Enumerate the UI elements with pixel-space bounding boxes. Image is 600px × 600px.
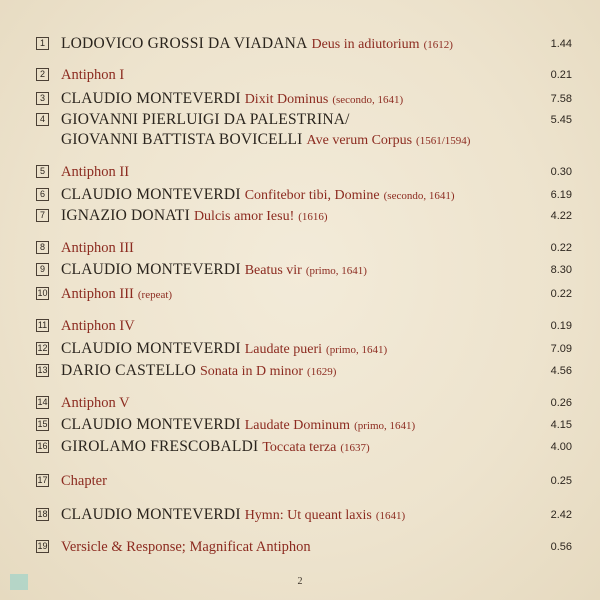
track-row-6	[36, 185, 572, 205]
composer-name: LODOVICO GROSSI DA VIADANA	[61, 35, 308, 52]
antiphon-title: Antiphon III	[61, 286, 134, 302]
track-number-box: 6	[36, 188, 49, 201]
composer-name-second: GIOVANNI BATTISTA BOVICELLI	[61, 131, 303, 148]
track-number-box: 16	[37, 441, 48, 451]
composer-name: CLAUDIO MONTEVERDI	[61, 506, 241, 523]
track-number-box: 18	[37, 509, 48, 519]
antiphon-title: Antiphon IV	[61, 318, 135, 334]
track-duration: 0.21	[550, 69, 572, 81]
track-number-box: 5	[36, 165, 49, 178]
track-row-2	[36, 65, 572, 85]
track-duration: 4.56	[550, 365, 572, 377]
track-row-17	[36, 471, 572, 491]
track-duration: 0.26	[550, 397, 572, 409]
work-title: Sonata in D minor	[199, 364, 304, 379]
work-title: Laudate Dominum	[244, 418, 351, 433]
work-title: Dulcis amor Iesu!	[193, 209, 295, 224]
track-number-box: 12	[37, 343, 48, 353]
track-row-12	[36, 339, 572, 359]
track-duration: 0.56	[550, 541, 572, 553]
composer-name: IGNAZIO DONATI	[61, 207, 190, 224]
composer-name: CLAUDIO MONTEVERDI	[61, 90, 241, 107]
track-duration: 4.15	[550, 419, 572, 431]
work-date: (1629)	[307, 366, 337, 378]
track-row-8	[36, 238, 572, 258]
work-title: Hymn: Ut queant laxis	[244, 508, 372, 523]
chapter-title: Chapter	[61, 473, 107, 489]
composer-name: CLAUDIO MONTEVERDI	[61, 416, 241, 433]
work-title: Toccata terza	[262, 440, 337, 455]
track-row-4-continued	[36, 130, 572, 150]
track-row-3	[36, 89, 572, 109]
track-row-18	[36, 505, 572, 525]
track-row-7	[36, 206, 572, 226]
track-number-box: 4	[36, 113, 49, 126]
composer-name: DARIO CASTELLO	[61, 362, 196, 379]
track-row-9	[36, 260, 572, 280]
versicle-title: Versicle & Response; Magnificat Antiphon	[61, 539, 311, 555]
track-number-box: 2	[36, 68, 49, 81]
track-row-1	[36, 34, 572, 54]
track-duration: 6.19	[550, 189, 572, 201]
track-row-14	[36, 393, 572, 413]
composer-name: CLAUDIO MONTEVERDI	[61, 261, 241, 278]
work-title: Dixit Dominus	[244, 92, 329, 107]
track-duration: 4.00	[550, 441, 572, 453]
track-duration: 1.44	[550, 38, 572, 50]
corner-sticker	[10, 574, 28, 590]
track-row-4	[36, 110, 572, 130]
track-row-11	[36, 316, 572, 336]
composer-name: GIROLAMO FRESCOBALDI	[61, 438, 259, 455]
track-row-16	[36, 437, 572, 457]
track-duration: 7.58	[550, 93, 572, 105]
work-date: (1616)	[298, 211, 328, 223]
track-number-box: 1	[36, 37, 49, 50]
track-number-box: 13	[37, 365, 48, 375]
track-number-box: 9	[36, 263, 49, 276]
track-number-box: 14	[37, 397, 48, 407]
track-duration: 8.30	[550, 264, 572, 276]
track-number-box: 10	[37, 288, 48, 298]
track-duration: 5.45	[550, 114, 572, 126]
track-duration: 7.09	[550, 343, 572, 355]
track-row-19	[36, 537, 572, 557]
work-date: (secondo, 1641)	[332, 94, 404, 106]
composer-name: GIOVANNI PIERLUIGI DA PALESTRINA/	[61, 111, 350, 128]
work-date: (primo, 1641)	[305, 265, 367, 277]
track-number-box: 15	[37, 419, 48, 429]
work-date: (primo, 1641)	[326, 344, 388, 356]
antiphon-title: Antiphon V	[61, 395, 130, 411]
composer-name: CLAUDIO MONTEVERDI	[61, 340, 241, 357]
track-row-13	[36, 361, 572, 381]
track-number-box: 11	[37, 320, 48, 330]
track-row-15	[36, 415, 572, 435]
work-date: (1641)	[375, 510, 406, 522]
track-row-5	[36, 162, 572, 182]
composer-name: CLAUDIO MONTEVERDI	[61, 186, 241, 203]
track-number-box: 17	[37, 475, 48, 485]
antiphon-title: Antiphon II	[61, 164, 130, 180]
track-row-10	[36, 284, 572, 304]
repeat-note: (repeat)	[137, 289, 173, 301]
work-date: (primo, 1641)	[354, 420, 416, 432]
work-date: (1612)	[423, 39, 453, 51]
track-duration: 0.25	[550, 475, 572, 487]
track-duration: 4.22	[550, 210, 572, 222]
work-title: Beatus vir	[244, 263, 302, 278]
track-duration: 0.22	[550, 288, 572, 300]
track-number-box: 3	[36, 92, 49, 105]
track-number-box: 7	[36, 209, 49, 222]
track-number-box: 19	[37, 541, 48, 551]
work-title: Deus in adiutorium	[311, 37, 420, 52]
track-duration: 2.42	[550, 509, 572, 521]
page-number: 2	[297, 576, 303, 587]
track-duration: 0.19	[550, 320, 572, 332]
work-title: Ave verum Corpus	[306, 133, 413, 148]
work-date: (secondo, 1641)	[383, 190, 455, 202]
track-number-box: 8	[36, 241, 49, 254]
work-date: (1637)	[340, 442, 370, 454]
work-title: Confitebor tibi, Domine	[244, 188, 380, 203]
antiphon-title: Antiphon III	[61, 240, 134, 256]
work-date: (1561/1594)	[416, 135, 471, 147]
track-duration: 0.22	[550, 242, 572, 254]
antiphon-title: Antiphon I	[61, 67, 125, 83]
work-title: Laudate pueri	[244, 342, 323, 357]
track-duration: 0.30	[550, 166, 572, 178]
